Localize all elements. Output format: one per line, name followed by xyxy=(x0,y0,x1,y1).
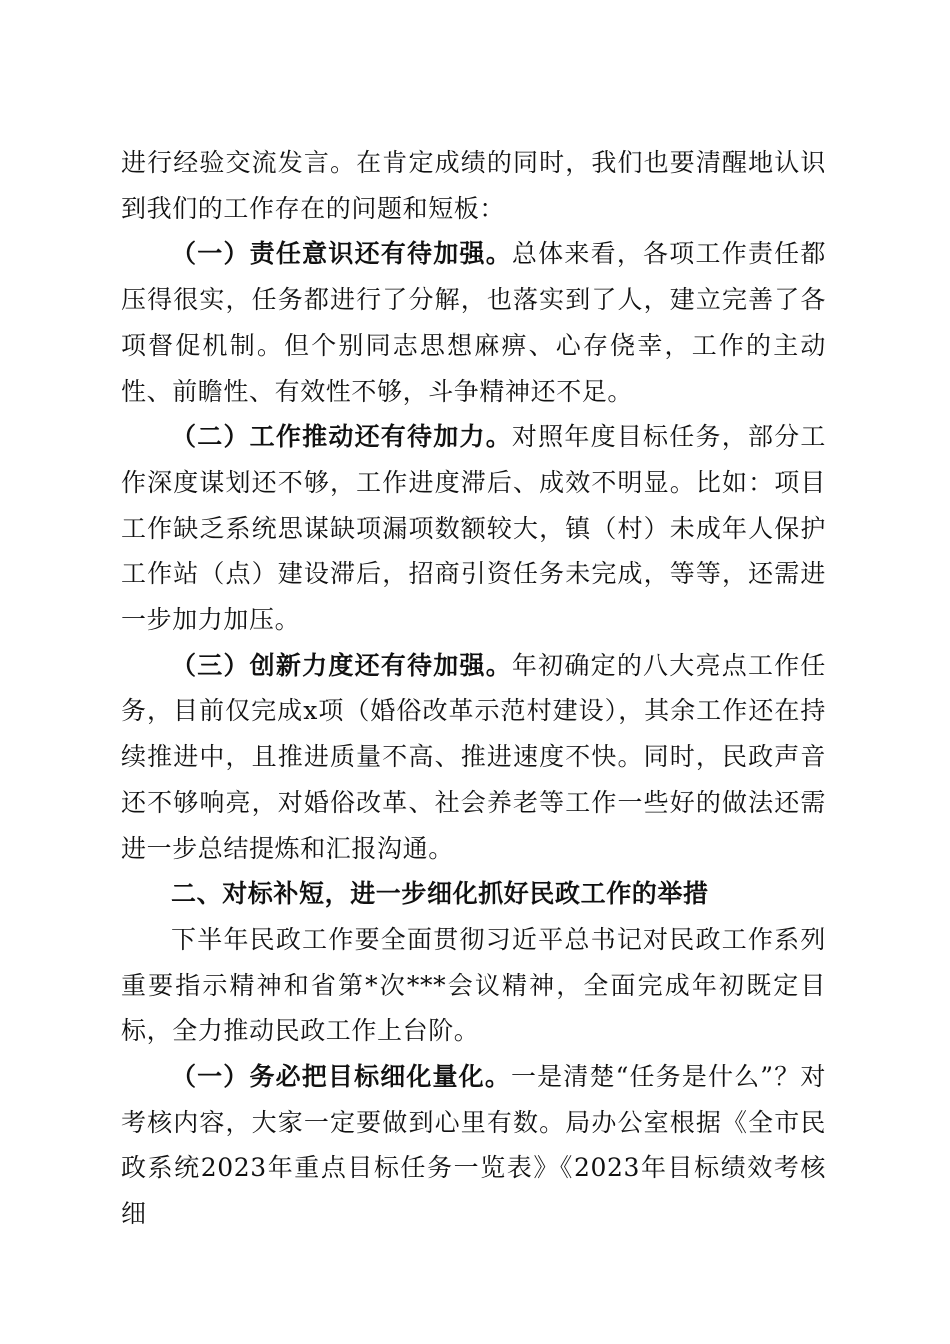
paragraph-problem-3 xyxy=(121,643,826,872)
problem-3-lead: （三）创新力度还有待加强。 xyxy=(171,650,512,680)
measure-1-text: 一是清楚“任务是什么”？对考核内容，大家一定要做到心里有数。局办公室根据《全市民政系统2023年重点目标任务一览表》《2023年目标绩效考核细 xyxy=(121,1062,826,1229)
paragraph-measure-1 xyxy=(121,1054,826,1237)
document-page xyxy=(121,140,826,1237)
measures-intro-text: 下半年民政工作要全面贯彻习近平总书记对民政工作系列重要指示精神和省第*次***会议精神，全面完成年初既定目标，全力推动民政工作上台阶。 xyxy=(121,924,826,1046)
problem-1-text: 总体来看，各项工作责任都压得很实，任务都进行了分解，也落实到了人，建立完善了各项督促机制。但个别同志思想麻痹、心存侥幸，工作的主动性、前瞻性、有效性不够，斗争精神还不足。 xyxy=(121,239,826,406)
section-heading: 二、对标补短，进一步细化抓好民政工作的举措 xyxy=(171,879,709,909)
paragraph-problem-2 xyxy=(121,414,826,643)
paragraph-intro xyxy=(121,140,826,231)
problem-1-lead: （一）责任意识还有待加强。 xyxy=(171,239,512,269)
paragraph-measures-intro xyxy=(121,917,826,1054)
problem-2-lead: （二）工作推动还有待加力。 xyxy=(171,422,512,452)
paragraph-problem-1 xyxy=(121,231,826,414)
measure-1-lead: （一）务必把目标细化量化。 xyxy=(171,1062,511,1092)
problem-2-text: 对照年度目标任务，部分工作深度谋划还不够，工作进度滞后、成效不明显。比如：项目工作缺乏系统思谋缺项漏项数额较大，镇（村）未成年人保护工作站（点）建设滞后，招商引资任务未完成，等等，还需进一步加力加压。 xyxy=(121,422,826,635)
paragraph-intro-text: 进行经验交流发言。在肯定成绩的同时，我们也要清醒地认识到我们的工作存在的问题和短板： xyxy=(121,148,826,223)
problem-3-text: 年初确定的八大亮点工作任务，目前仅完成x项（婚俗改革示范村建设），其余工作还在持续推进中，且推进质量不高、推进速度不快。同时，民政声音还不够响亮，对婚俗改革、社会养老等工作一些好的做法还需进一步总结提炼和汇报沟通。 xyxy=(121,650,826,863)
